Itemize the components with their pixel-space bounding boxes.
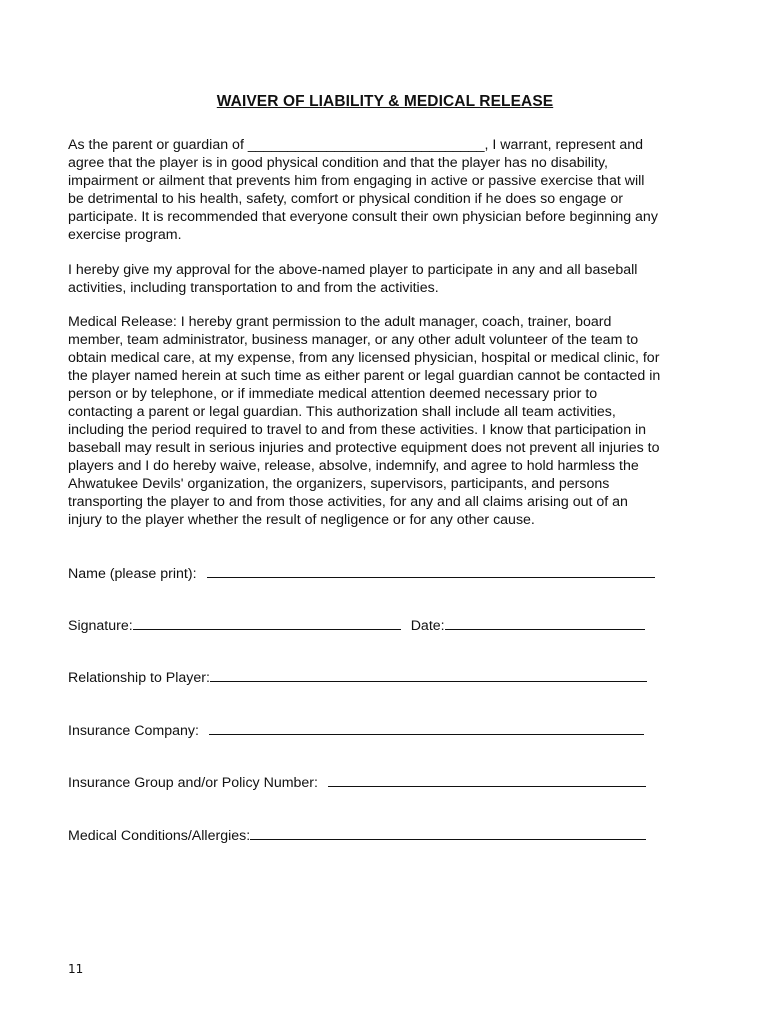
paragraph-line: players and I do hereby waive, release, absolve, indemnify, and agree to hold harmless the [68, 458, 639, 474]
paragraph-line: injury to the player whether the result of negligence or for any other cause. [68, 512, 535, 528]
policy-number-label: Insurance Group and/or Policy Number: [68, 775, 318, 791]
paragraph-line: Ahwatukee Devils' organization, the organizers, supervisors, participants, and persons [68, 476, 610, 492]
approval-paragraph [68, 261, 718, 297]
relationship-label: Relationship to Player: [68, 670, 210, 686]
paragraph-line: the player named herein at such time as either parent or legal guardian cannot be contacted in [68, 368, 661, 384]
relationship-field-row [68, 667, 647, 686]
paragraph-line: including the period required to travel to and from these activities. I know that participation in [68, 422, 647, 438]
insurance-company-field-row [68, 720, 644, 739]
paragraph-line: I hereby give my approval for the above-named player to participate in any and all baseball [68, 262, 638, 278]
paragraph-line: be detrimental to his health, safety, comfort or physical condition if he does so engage or [68, 191, 623, 207]
medical-conditions-input-line[interactable] [250, 825, 646, 840]
page-number: 11 [68, 962, 84, 976]
policy-number-field-row [68, 772, 646, 791]
date-input-line[interactable] [445, 615, 645, 630]
date-label: Date: [410, 618, 445, 634]
paragraph-line: contacting a parent or legal guardian. This authorization shall include all team activities, [68, 404, 616, 420]
signature-label: Signature: [68, 618, 133, 634]
paragraph-line: transporting the player to and from those activities, for any and all claims arising out of an [68, 494, 628, 510]
paragraph-line: activities, including transportation to and from the activities. [68, 280, 439, 296]
medical-conditions-label: Medical Conditions/Allergies: [68, 828, 251, 844]
paragraph-line: obtain medical care, at my expense, from any licensed physician, hospital or medical clinic, for [68, 350, 660, 366]
name-label: Name (please print): [68, 566, 197, 582]
paragraph-line: impairment or ailment that prevents him from engaging in active or passive exercise that will [68, 173, 645, 189]
paragraph-line: member, team administrator, business manager, or any other adult volunteer of the team to [68, 332, 639, 348]
paragraph-line: exercise program. [68, 227, 182, 243]
policy-number-input-line[interactable] [328, 772, 646, 787]
insurance-company-input-line[interactable] [209, 720, 644, 735]
medical-release-paragraph [68, 313, 718, 529]
name-input-line[interactable] [207, 563, 655, 578]
warranty-paragraph [68, 136, 718, 244]
medical-conditions-field-row [68, 825, 646, 844]
paragraph-line: person or by telephone, or if immediate medical attention deemed necessary prior to [68, 386, 598, 402]
signature-input-line[interactable] [133, 615, 401, 630]
paragraph-line: As the parent or guardian of ______________________________, I warrant, represent and [68, 137, 644, 153]
insurance-company-label: Insurance Company: [68, 723, 199, 739]
signature-date-row [68, 615, 645, 634]
paragraph-line: agree that the player is in good physical condition and that the player has no disability, [68, 155, 608, 171]
paragraph-line: participate. It is recommended that everyone consult their own physician before beginning any [68, 209, 658, 225]
document-title: WAIVER OF LIABILITY & MEDICAL RELEASE [216, 93, 554, 110]
relationship-input-line[interactable] [210, 667, 647, 682]
paragraph-line: Medical Release: I hereby grant permission to the adult manager, coach, trainer, board [68, 314, 612, 330]
paragraph-line: baseball may result in serious injuries and protective equipment does not prevent all injuries to [68, 440, 660, 456]
name-field-row [68, 563, 655, 582]
